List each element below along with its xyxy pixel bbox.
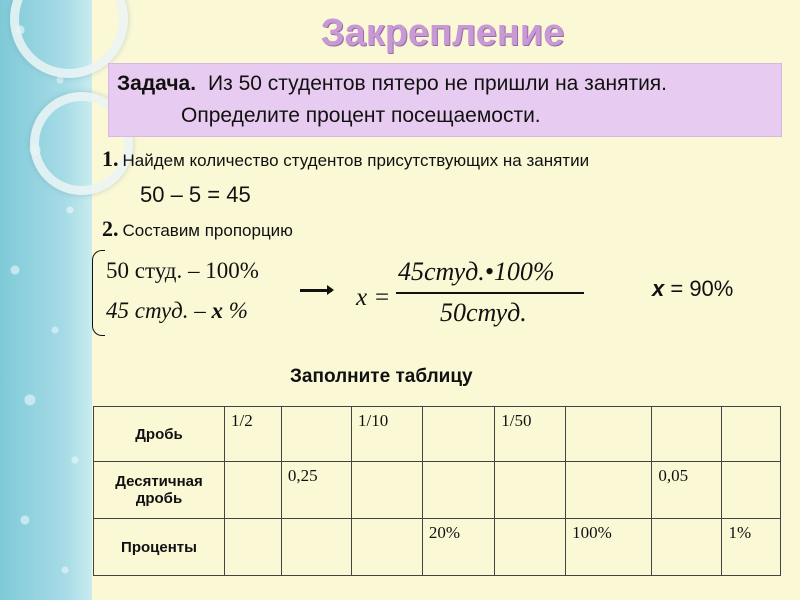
table-cell[interactable] [722,462,781,519]
proportion-row-2 [106,298,248,324]
subtraction-calc: 50 – 5 = 45 [140,182,251,207]
table-cell[interactable] [351,462,422,519]
answer-variable: x [652,276,665,301]
row-header-percent: Проценты [94,519,225,576]
row-header-fraction: Дробь [94,407,225,462]
step-2-text: Составим пропорцию [122,221,293,240]
table-row [94,519,781,576]
table-cell[interactable]: 0,25 [281,462,351,519]
row-header-decimal: Десятичная дробь [94,462,225,519]
task-box [108,63,782,137]
table-cell[interactable] [566,407,652,462]
answer-value: = 90% [664,276,734,301]
proportion-row-2-suffix: % [223,298,248,323]
task-label: Задача. [117,72,197,95]
table-cell[interactable]: 1/50 [495,407,566,462]
table-cell[interactable]: 20% [422,519,494,576]
table-cell[interactable] [566,462,652,519]
proportion-variable: x [211,298,224,323]
formula-denominator: 50студ. [440,298,527,327]
step-1-text: Найдем количество студентов присутствующих на занятии [122,151,590,170]
table-cell[interactable]: 0,05 [652,462,722,519]
table-cell[interactable] [225,519,282,576]
answer [652,276,733,302]
table-cell[interactable] [351,519,422,576]
task-text-2: Определите процент посещаемости. [181,104,541,127]
step-2-number: 2. [102,216,119,241]
table-cell[interactable] [422,407,494,462]
slide-title: Закрепление [320,12,565,54]
system-brace [92,250,105,336]
table-cell[interactable]: 1% [722,519,781,576]
fraction-table [93,406,781,576]
step-1 [102,146,589,172]
table-cell[interactable] [281,519,351,576]
table-cell[interactable] [225,462,282,519]
fraction-bar [396,292,584,294]
proportion-row-2-prefix: 45 студ. – [106,298,212,323]
proportion-row-1: 50 студ. – 100% [106,258,259,283]
table-cell[interactable] [652,407,722,462]
table-cell[interactable] [652,519,722,576]
table-cell[interactable] [495,519,566,576]
table-cell[interactable] [281,407,351,462]
table-row [94,407,781,462]
table-title: Заполните таблицу [290,366,473,387]
table-cell[interactable] [422,462,494,519]
table-cell[interactable]: 1/10 [351,407,422,462]
task-text-1: Из 50 студентов пятеро не пришли на занятия. [208,72,668,95]
formula-numerator: 45студ.•100% [398,257,555,286]
step-2 [102,216,293,242]
table-cell[interactable]: 100% [566,519,652,576]
decorative-water-band [0,0,92,600]
formula-lhs: x = [356,284,391,311]
table-row [94,462,781,519]
table-cell[interactable]: 1/2 [225,407,282,462]
table-cell[interactable] [722,407,781,462]
table-cell[interactable] [495,462,566,519]
right-arrow-icon [300,289,332,292]
step-1-number: 1. [102,146,119,171]
task-line-1 [117,72,667,96]
